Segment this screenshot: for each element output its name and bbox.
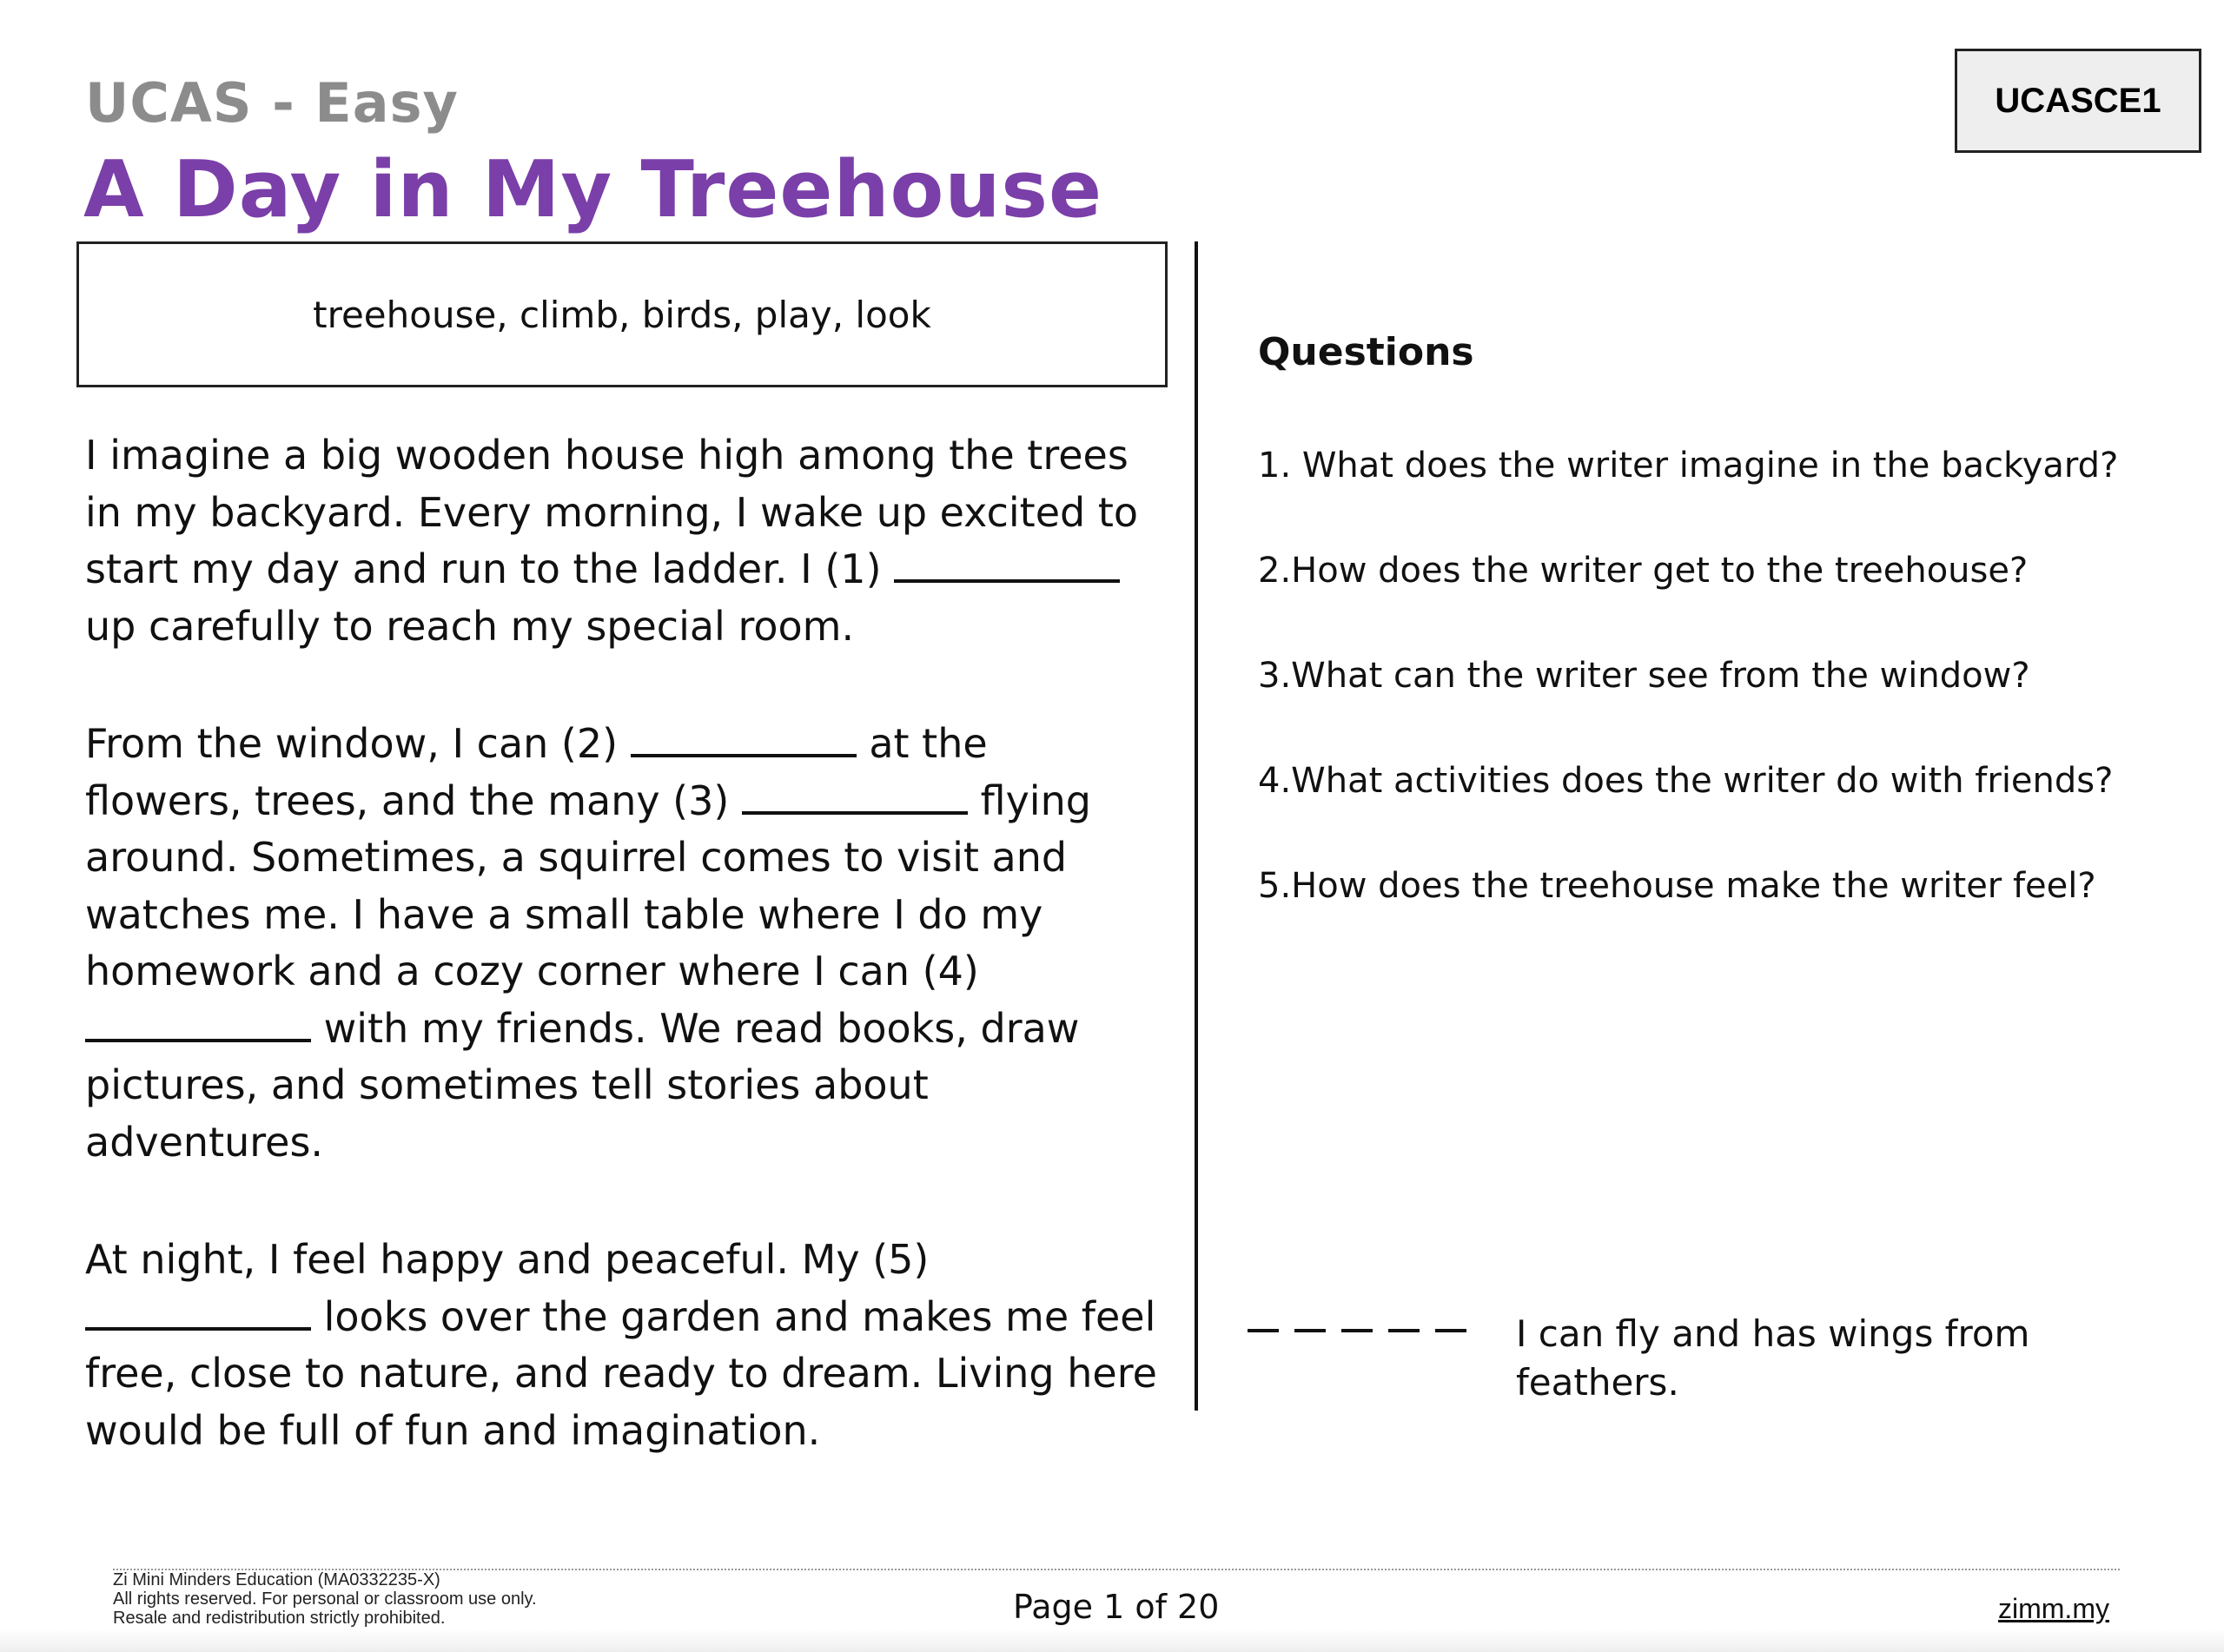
- answer-blank-5[interactable]: [85, 1301, 311, 1331]
- worksheet-title: A Day in My Treehouse: [83, 144, 1103, 235]
- passage-line: I imagine a big wooden house high among the trees: [85, 432, 1129, 479]
- word-bank: treehouse, climb, birds, play, look: [76, 241, 1168, 387]
- riddle-letter-blank[interactable]: [1341, 1325, 1373, 1332]
- passage-line: At night, I feel happy and peaceful. My (5): [85, 1236, 930, 1283]
- riddle-letter-blank[interactable]: [1294, 1325, 1326, 1332]
- passage-line: adventures.: [85, 1118, 324, 1166]
- answer-blank-3[interactable]: [742, 785, 968, 815]
- worksheet-level: UCAS - Easy: [85, 71, 459, 135]
- footer-resale: Resale and redistribution strictly prohibited.: [113, 1609, 446, 1628]
- passage-line: pictures, and sometimes tell stories about: [85, 1061, 929, 1108]
- question-item-5: 5.How does the treehouse make the writer feel?: [1258, 866, 2096, 906]
- riddle-letter-blank[interactable]: [1435, 1325, 1466, 1332]
- passage-paragraph-1: [85, 427, 1180, 655]
- reading-passage: [85, 427, 1180, 1520]
- questions-section: [1258, 330, 2214, 971]
- passage-line: in my backyard. Every morning, I wake up excited to: [85, 488, 1138, 536]
- footer-rights: All rights reserved. For personal or classroom use only.: [113, 1589, 537, 1609]
- answer-blank-2[interactable]: [631, 728, 857, 757]
- passage-paragraph-2: [85, 716, 1180, 1171]
- riddle-letter-blank[interactable]: [1388, 1325, 1420, 1332]
- riddle-letter-blank[interactable]: [1248, 1325, 1279, 1332]
- worksheet-code: UCASCE1: [1955, 49, 2201, 153]
- footer-company: Zi Mini Minders Education (MA0332235-X): [113, 1570, 440, 1589]
- riddle-answer-blanks[interactable]: [1248, 1325, 1466, 1332]
- passage-line: would be full of fun and imagination.: [85, 1406, 821, 1454]
- passage-line: with my friends. We read books, draw: [85, 1001, 1180, 1058]
- question-item-1: 1. What does the writer imagine in the backyard?: [1258, 446, 2119, 486]
- footer-copyright: [113, 1570, 537, 1628]
- questions-heading: Questions: [1258, 330, 1474, 374]
- page-number: Page 1 of 20: [1013, 1588, 1220, 1626]
- answer-blank-1[interactable]: [894, 553, 1120, 583]
- passage-line: watches me. I have a small table where I do my: [85, 890, 1043, 938]
- passage-line: free, close to nature, and ready to dream. Living here: [85, 1350, 1157, 1397]
- passage-line: homework and a cozy corner where I can (4): [85, 948, 979, 995]
- passage-line: up carefully to reach my special room.: [85, 602, 855, 650]
- passage-line: around. Sometimes, a squirrel comes to visit and: [85, 834, 1068, 881]
- question-item-3: 3.What can the writer see from the window?: [1258, 656, 2030, 696]
- question-item-2: 2.How does the writer get to the treehouse?: [1258, 551, 2029, 591]
- answer-blank-4[interactable]: [85, 1013, 311, 1042]
- website-link[interactable]: zimm.my: [1998, 1593, 2109, 1624]
- riddle-clue: I can fly and has wings from feathers.: [1516, 1312, 2030, 1404]
- column-divider: [1195, 241, 1198, 1411]
- question-item-4: 4.What activities does the writer do with friends?: [1258, 761, 2114, 801]
- passage-line: flowers, trees, and the many (3) flying: [85, 776, 1091, 824]
- passage-line: start my day and run to the ladder. I (1): [85, 541, 1180, 598]
- passage-line: looks over the garden and makes me feel: [85, 1289, 1180, 1346]
- passage-line: From the window, I can (2) at the: [85, 720, 988, 767]
- page-bottom-shadow: [0, 1629, 2224, 1652]
- passage-paragraph-3: [85, 1232, 1180, 1459]
